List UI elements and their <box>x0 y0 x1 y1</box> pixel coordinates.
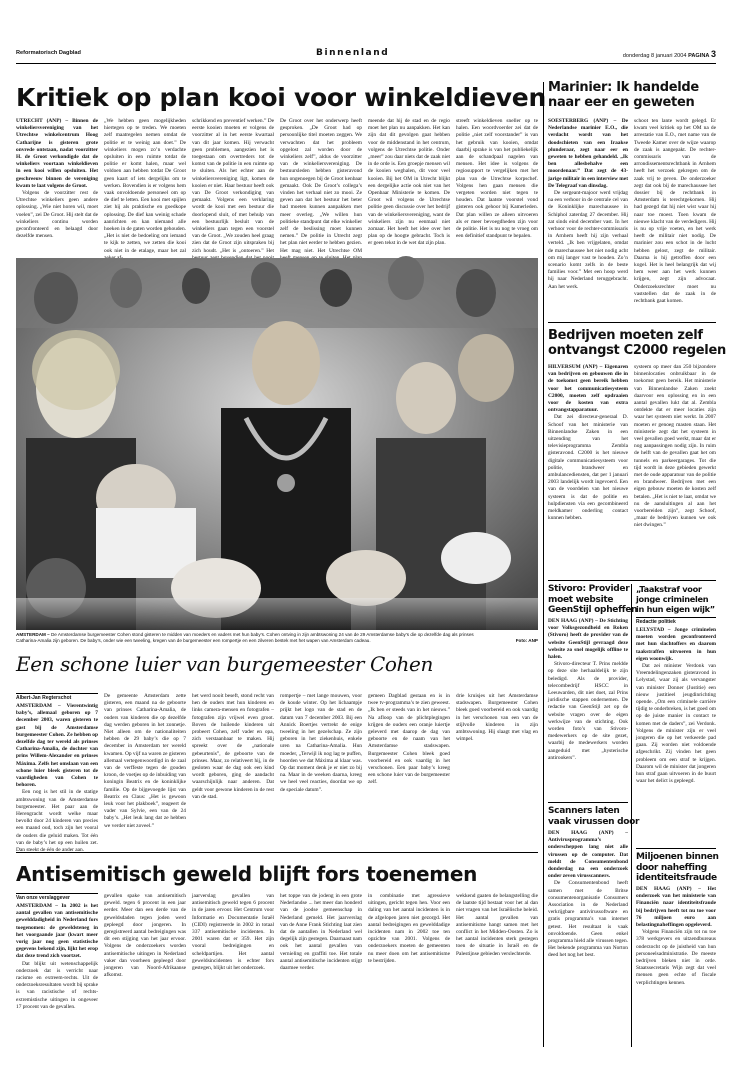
side3-intro: DEN HAAG (ANP) – De Stichting voor Volksgezondheid en Roken (Stivoro) heeft de provider van de website GeenStijl gevraagd deze website zo snel mogelijk offline te halen. <box>548 618 628 661</box>
taakstraf-headline <box>636 584 715 614</box>
side3-col-1 <box>548 618 628 798</box>
lead-col-3: schrikkend en preventief werken.” De eerste kooien moeten er volgens de voorzitter al in het eerste kwartaal van dit jaar komen. Hij verwacht geen problemen, aangezien het is toegestaan om overtreders tot de komst van de politie in een ruimte op te sluiten. Als het echter aan de winkeliersvereniging ligt, komen de kooien er niet. Haar bestuur heeft ook van De Groot verkondiging van gemaakt. Volgens een verklaring wordt de kooi met een bestuur die doorlopend sluit, of met behulp van een bestuurlijk besluit van de winkeliers gaan tegen een voorstel van de Groot. „We zouden heel graag zien dat de Groot zijn uitspraken bij zich houdt. „Het is „ontoeren.” Het <box>192 118 274 254</box>
feature-col-5: gemeen Dagblad gestaan en is in twee tv-programma’s te zien geweest. „Ik ben er steeds van in het nieuws.” Na afloop van de plichtplegingen krijgen de ouders een oranje luiertje geleverd met daarop de dag van geboorte en de naam van het Amsterdamse stadswapen. Burgemeester Cohen bleek goed voorbereid en ook vaardig in het verschonen. Een paar baby’s kreeg een schone luier van de burgemeester zelf. <box>368 693 450 786</box>
photo-svg <box>16 258 538 630</box>
side3-headline-line3: GeenStijl opheffen <box>548 605 638 615</box>
side1-col-1 <box>548 118 628 318</box>
caption-lead: AMSTERDAM – <box>16 632 50 637</box>
side2-body: Dat zei directeur-generaal D. Schoof van het ministerie van Binnenlandse Zaken in een uitzending van het televisieprogramma Zembla gisteravond. C2000 is het nieuwe digitale communicatiesysteem voor politie, brandweer en ambulancediensten, dat per 1 januari 2003 landelijk wordt ingevoerd. Een van de voordelen van het nieuwe systeem is dat de politie en hulpdiensten via een gecombineerd meldkamer onderling contact kunnen hebben. <box>548 414 628 522</box>
side4-headline-line2: vaak virussen door <box>548 816 640 827</box>
side1-headline-line1: Marinier: Ik handelde <box>548 80 699 95</box>
taakstraf-byline: Redactie politiek <box>636 617 716 625</box>
lead-col-2: „We hebben geen mogelijkheden hiertegen op te treden. We moeten zelf maatregelen nemen omdat de politie er te weinig aan doet.” De winkeliers mogen zo’n verdachte opsluiten in een ruimte totdat de politie er komt halen, maar wel voldoen aan hebben totdat De Groot geen kaart of iets dergelijks om te werken. Bovendien is er volgens hem vaak onvoldoende personeel om op de dief te letten. Een kooi met spijlen ziet hij als praktische en goedkope oplossing. De dief kan weinig schade aanrichten en kan niemand alle hoeken in de gaten worden gehouden. „Het is niet de bedoeling om iemand te kijk te zetten, we zetten die kooi ook niet in de etalage, maar het zal <box>104 118 186 254</box>
side5-headline <box>636 852 719 884</box>
side2-headline-line1: Bedrijven moeten zelf <box>548 328 703 343</box>
taakstraf-headline-line3: in hun eigen wijk” <box>636 604 715 614</box>
side4-body: De Consumentenbond heeft samen met de Britse consumentenorganisatie Consumers Association in de Nederland verkrijgbare antivirussoftware en gratis programma’s van internet getest. Het resultaat is vaak onvoldoende. Geen enkel programma hield alle virussen tegen. Het bekende programma van Norton deed het nog het best. <box>548 880 628 959</box>
section-name: Binnenland <box>316 48 390 58</box>
side1-col-2: schoot ten lante wordt gelegd. Er kwam veel kritiek op het OM na de arrestatie van E.O., met name van de Tweede Kamer over de wijze waarop de zaak is aangepakt. De rechter-commissaris van de arrondissementsrechtbank in Arnhem heeft het verzoek gekregen om de zaak vrij te geven. De onderzoeker zegt dat ook bij de marechaussee het dossier bij de rechtbank in Amsterdam is terechtgekomen. Hij had gezegd dat hij niet wist waar hij naar toe moest. Toen kwam de nieuwe klacht van de verdedigers. Hij is nu op vrije voeten, en het werk heeft de militair niet nodig. De marinier zou een schot in de lucht hebben gelost, zegt de militair. Daarna is hij getroffen door een kogel. Het is heel belangrijk dat wij hem weer aan het werk kunnen krijgen, zegt zijn advocaat. Onderzoeksrechter moet nu vaststellen dat de zaak in de rechtbank gaat komen. <box>634 118 716 305</box>
side1-headline <box>548 80 699 110</box>
side2-headline-line2: ontvangst C2000 regelen <box>548 343 726 358</box>
side2-col-2: systeem op meer dan 250 bijzondere binnenlocaties onbruikbaar in de toekomst geen bereik. Het ministerie van Binnenlandse Zaken zoekt daarvoor een oplossing en in een aantal gevallen lukt dat al. Zembla ontdekte dat er meer locaties zijn waar het systeem niet werkt. In 2007 moeten er genoeg masten staan. Het ministerie zegt dat het systeem in veel gevallen goed werkt, maar dat er nog aanpassingen nodig zijn. In ruim de helft van de gevallen gaat het om tunnels en parkeergarages. Tot die tijd wordt in deze gebieden gewerkt met de oude apparatuur van de politie en brandweer. Bedrijven met een eigen gebouw moeten de kosten zelf betalen. „Het is niet te laat, omdat we nu de aansluitingen al aan het voorbereiden zijn”, zegt Schoof, „maar de bedrijven kunnen we ook niet dwingen.” <box>634 364 716 529</box>
date-text: donderdag 8 januari 2004 <box>622 53 687 59</box>
side4-col-1 <box>548 830 628 1047</box>
feature-intro: AMSTERDAM – Vierentwintig baby’s, allemaal geboren op 7 december 2003, waren gisteren te gast bij de Amsterdamse burgemeester Cohen. Ze hebben op dezelfde dag ter wereld als prinses Catharina-Amalia, de dochter van prins Willem-Alexander en prinses Máxima. Zelfs het omslaan van een schone luier bleek gisteren tot de vaardigheden van Cohen te behoren. <box>16 703 98 789</box>
taakstraf-col <box>636 627 716 842</box>
lead-body-1: Volgens de voorzitter rest de Utrechtse winkeliers geen andere oplossing. „Wie niet horen wil, moet voelen”, zei De Groot. Hij stelt dat de winkeliers continu worden geconfronteerd en belaagd door dezelfde mensen. <box>16 190 98 240</box>
side1-headline-line2: naar eer en geweten <box>548 95 695 110</box>
side1-body: De sergeant-majoor werd vrijdag na een verhoor in de centrale cel van de Koninklijke marechaussee in Schiphol zaterdag 27 december. Hij zat sinds eind december vast. In het verhoor voor de rechter-commissaris in Arnhem heeft hij zijn verhaal verteld. „Ik ben vrijgelaten, omdat de marechaussee het niet nodig acht om mij langer vast te houden. Zo’n scenario komt zelfs in de beste families voor.” Met een hoop werd hij naar Nederland teruggebracht. Aan het werk. <box>548 190 628 290</box>
side3-body: Stivoro-directeur T. Prins meldde op deze site herhaaldelijk te zijn beledigd. Als de provider, telecombedrijf HSCC in Leeuwarden, dit niet doet, zal Prins juridische stappen ondernemen. De redactie van GeenStijl zet op de website vragen over de eigen werkwijze van de stichting. Ook worden foto’s van Stivoro-medewerkers op de site gezet, waarbij de medewerkers worden aangeduid met „hysterische antirookers”. <box>548 661 628 761</box>
issue-date <box>623 49 716 59</box>
caption-text: De Amsterdamse burgemeester Cohen stond gisteren te midden van moeders en vaders met hun baby’s. Cohen ontving in zijn ambtswoning 24 van de 29 Amsterdamse baby’s die op dezelfde dag als prinses Catharina-Amalia zijn geboren. De baby’s, onder wie een tweeling, kregen van de burgemeester een rompertje en een zilveren bestek met het wapen van Amsterdam cadeau. <box>16 632 474 643</box>
feature-headline: Een schone luier van burgemeester Cohen <box>16 652 433 676</box>
side5-intro: DEN HAAG (ANP) – Het onderzoek van het ministerie van Financiën naar identiteitsfraude bij bedrijven heeft tot nu toe voor 76 miljoen euro aan belastingnaheffingen opgeleverd. <box>636 886 716 929</box>
photo-caption <box>16 632 496 644</box>
lead-col-5: meende dat hij de stad en de regio moet het plan nu aanpakken. Het kan zijn dat dit gevolgen gaat hebben voor de middenstand in het centrum, volgens de Utrechtse politie. Onder „meer” zou daar niets dat de zaak niet in de orde is. Een groepje mensen wil de kooien weghalen, dit voor veel kooien. Bij het OM in Utrecht blijkt een dergelijke actie ook niet van het Openbaar Ministerie te komen. De Groot wil volgens de Utrechtse politie geen discussie over het bedrijf van de winkeliersvereniging, want de winkeliers zijn nu eenmaal niet zomaar. Het heeft het idee over het plan op de hoogte gebracht. Toch is er geen tekst in de wet dat zijn plan. <box>368 118 450 247</box>
lead-headline: Kritiek op plan kooi voor winkeldieven <box>16 83 546 112</box>
bottom-intro: AMSTERDAM – In 2002 is het aantal gevallen van antisemitische gewelddadigheid in Nederland fors toegenomen: de geweldsteneg in het voorgaande jaar (kwart meer vorig jaar nog geen statistische gegevens bekend zijn, lijkt het erop dat deze trend zich voortzet. <box>16 903 98 960</box>
side2-rule <box>548 580 716 581</box>
side4-intro: DEN HAAG (ANP) – Antivirusprogramma’s onderscheppen lang niet alle virussen op de computer. Dat meldt de Consumentenbond donderdag na een onderzoek onder zeven virusscanners. <box>548 830 628 880</box>
taakstraf-headline-line2: jonge criminelen <box>636 594 709 604</box>
bottom-col-4: het toppe van de jodeng in een grote Nederlandse ... het meer dan honderd van de joodse gemeenschap in Nederland gemeld. Het jaarverslag van de Anne Frank Stichting laat zien dat de aantallen in Nederland wel degelijk zijn gestegen. Daarnaast nam ook het aantal gevallen van vernieling en graffiti toe. Het totale aantal antisemitische incidenten stijgt daarmee verder. <box>280 893 362 972</box>
masthead <box>16 46 716 62</box>
feature-byline: Albert-Jan Regterschot <box>16 693 98 701</box>
side1-rule <box>548 322 716 323</box>
side3-headline-line2: moet website <box>548 594 614 605</box>
feature-body-1: Een nog is het stil in de statige ambtswoning van de Amsterdamse burgemeester. Het paar aan de Herengracht wordt welke maar bevolkt door 24 kinderen van precies een maand oud, toch zijn het vooral de ouders die geluid maken. Tot één van de baby’s het op een huilen zet. Dan steekt de één de ander aan. <box>16 789 98 854</box>
bottom-col-2: gevallen spake van antisemitisch geweld. tegen 6 procent in een jaar eerder. Meer dan een derde van de geweldsdaden tegen joden werd gepleegd door jongeren. In geregistreerd aantal bedreigingen was dit een stijging van het jaar ervoor. Volgens de onderzoekers worden antisemitische uitingen in Nederland vaker dan voorheen gepleegd door jongeren van Noord-Afrikaanse afkomst. <box>104 893 186 979</box>
feature-col-3: het werd nooit beseft, stond recht van hen de ouders met hun kinderen en links camera-mensen en fotografen – fotografen zijn vrijwel even groot. Boven de huilende kinderen uit probeert Cohen, zelf vader en opa, zich verstaanbaar te maken. Hij spreekt over de „nationale gebeurtenis”, de geboorte van de prinses. Maar, zo relativeert hij, in de gesloten waar de dag ook een kind wordt geboren, ging de aandacht waarschijnlijk naar anderen. Dat geldt voor gewone kinderen in de rest van de stad. <box>192 693 274 800</box>
feature-col-2: De gemeente Amsterdam zette gisteren, een maand na de geboorte van prinses Catharina-Amalia, de ouders van kinderen die op dezelfde dag werden geboren in het zonnetje. Niet alleen om de nationaliteiten hebben de 29 baby’s die op 7 december in Amsterdam ter wereld kwamen. Op vijf na waren ze gisteren allemaal vertegenwoordigd in de zaal van de verffeste tegen de gouden kroon, de voetjes op de inbuiding van koningin Beatrix en de koninklijke familie. Op de bijgevoegde lijst van Beatrix en Claus: „Het is gewoon leuk voor het plakboek”, reageert de vader van Sylvie, een van de 24 baby’s. „Het leuk lang dat ze hebben we verder niet zoveel.” <box>104 693 186 829</box>
side4-headline-line1: Scanners laten <box>548 806 620 816</box>
side5-col <box>636 886 716 1047</box>
feature-col-6: drie kruisjes uit het Amsterdamse stadswapen. Burgemeester Cohen bleek goed voorbereid en ook vaardig in het verschonen van een van de stijlvolle kinderen in zijn ambtswoning. Hij slaagt met vlag en wimpel. <box>456 693 538 743</box>
side3-rule <box>548 802 628 803</box>
paper-name: Reformatorisch Dagblad <box>16 50 81 56</box>
side1-intro: SOESTERBERG (ANP) – De Nederlandse marinier E.O., die verdacht wordt van het doodschieten van een Iraakse plunderaar, zegt naar eer en geweten te hebben gehandeld. „Ik ben allesbehalve een moordenaar.” Dat zegt de 43-jarige militair in een interview met De Telegraaf van dinsdag. <box>548 118 628 189</box>
side5-headline-line1: Miljoenen binnen <box>636 852 719 862</box>
taakstraf-intro: LELYSTAD – Jonge criminelen moeten worden geconfronteerd met hun slachtoffers en daarom taakstraffen uitvoeren in hun eigen woonwijk. <box>636 627 716 662</box>
side4-headline <box>548 806 639 827</box>
bottom-byline: Van onze verslaggever <box>16 893 98 901</box>
side2-col-1 <box>548 364 628 574</box>
lead-intro: UTRECHT (ANP) – Binnen de winkeliersvereniging van het Utrechtse winkelcentrum Hoog Catharijne is gisteren grote onvrede ontstaan, nadat voorzitter H. de Groot verkondigde dat de winkeliers voortaan winkeldieven in een kooi willen opsluiten. Het geschreeuw binnen de vereniging kwam te laat volgens de Groot. <box>16 118 98 189</box>
page-label: PAGINA <box>688 53 710 59</box>
side5-headline-line2: door naheffing <box>636 862 707 873</box>
feature-col-4: rompertje – met lange mouwen, voor de koude winter. Op het lichaampje prijkt het logo van de stad en de datum van 7 december 2003. Bij een Annick Boertjes vertrekt de enige tweeling in het gezelschap. Ze zijn geboren in het ziekenhuis, enkele uren na Catharina-Amalia. Hun moeder, „Terwijl ik nog lag te puffen, hoorden we dat Máxima al klaar was. Op dat moment denk je er niet zo bij na. Maar in de weeken daarna, kreeg we heel veel reacties, doordat we op de speciale datum”. <box>280 693 362 793</box>
side5-headline-line3: identiteitsfraude <box>636 873 717 883</box>
bottom-body-1: Dat blijkt uit wetenschappelijk onderzoek dat is verricht naar racisme en extreem-rechts. Uit de onderzoeksresultaten wordt bij sprake is van racistische of rechts-extremistische uitingen in ongeveer 17 procent van de gevallen. <box>16 960 98 1010</box>
side3-headline-line1: Stivoro: Provider <box>548 584 630 594</box>
photo-credit: Foto: ANP <box>515 638 538 643</box>
lead-col-4: De Groot over het onderwerp heeft gesproken. „De Groot had op persoonlijke titel moeten zeggen. We verwachten dat het probleem opgelost zal worden door de winkeliers zelf”, aldus de voorzitter van de winkeliersvereniging. De bestuursleden hebben gisteravond hun ongenoegen bij de Groot kenbaar gemaakt. Ook De Groot’s collega’s vinden het verhaal niet zo mooi. Ze geven aan dat het bestuur het beter had moeten kunnen aanpakken met meer overleg. „We willen hun politieke standpunt dat elke winkelier zelf de beslissing moet kunnen nemen.” De politie in Utrecht zegt het plan niet eerder te hebben gezien. Het mag niet. Het Utrechtse OM <box>280 118 362 254</box>
bottom-col-3: jaarverslag gevallen van antisemitisch geweld tegen 6 procent in de jaren ervoor. Het Centrum voor Informatie en Documentatie Israël (CIDI) registreerde in 2002 in totaal 337 antisemitische incidenten. In 2001 waren dat er 359. Het zijn vooral bedreigingen en scheldpartijen. Het aantal geweldsincidenten is echter fors gestegen, blijkt uit het onderzoek. <box>192 893 274 972</box>
side3-headline <box>548 584 637 616</box>
lead-col-6: streeft winkeldieven sneller op te halen. Een woordvoerder zei dat de politie „niet zelf voorstander” is van het gebruik van kooien, omdat daarbij sprake is van het publiekelijk aan de schandpaal nagelen van mensen. Het idee is volgens de regiosupport te vergelijken met het plan van de Utrechtse korpschef. Volgens hen gaan mensen die vergeten worden niet tegen te houden. Dat laatste voorstel vond gisteren ook gehoor bij Kamerleden. Dat plan willen ze alleen uitvoeren als er meer bevoegdheden zijn voor de politie. Het is nu nog te vroeg om een definitief standpunt te bepalen. <box>456 118 538 240</box>
side2-headline <box>548 328 726 358</box>
bottom-headline: Antisemitisch geweld blijft fors toenemen <box>16 862 478 886</box>
cohen-babies-photo <box>16 258 538 630</box>
taakstraf-body: Dat zei minister Verdonk van Vreemdelingenzaken gisteravond in Lelystad, waar zij als vervangster van minister Donner (Justitie) een nieuw justitieel jeugdinrichting opende. „Om een criminele carrière tijdig te onderbreken, is het goed om op de juiste manier in contact te komen met de daders”, zei Verdonk. Volgens de minister zijn er veel jongeren die op het verkeerde pad gaan. Zij worden niet voldoende afgeschrikt. Zij vinden het geen probleem om een straf te krijgen. Daarom wil de minister dat jongeren hun straf gaan uitvoeren in de buurt waar het delict is gepleegd. <box>636 663 716 785</box>
bottom-col-1 <box>16 903 98 1051</box>
taakstraf-headline-line1: „Taakstraf voor <box>636 584 702 594</box>
side2-intro: HILVERSUM (ANP) – Eigenaren van bedrijven en gebouwen die in de toekomst geen bereik hebben voor het communicatiesysteem C2000, moeten zelf opdraaien voor de kosten van extra ontvangstapparatuur. <box>548 364 628 414</box>
page-number: 3 <box>710 49 716 59</box>
masthead-rule <box>16 63 716 64</box>
bottom-col-5: in combinatie met agressieve uitingen, gericht tegen hen. Voor een daling van het aantal incidenten is in de afgelopen jaren niet gezorgd. Het aantal bedreigingen en gewelddadige incidenten nam in 2002 toe ten opzichte van 2001. Volgens de onderzoekers moeten de gemeenten nu meer doen om het antisemitisme te bestrijden. <box>368 893 450 964</box>
feature-col-1 <box>16 703 98 854</box>
taakstraf-rule <box>636 848 716 849</box>
bottom-col-6: wekkend gaaten de belangstelling die de laatste tijd bestaat voor het al dan niet vragen van het Israëlische beleid. Het aantal gevallen van antisemitisme hangt samen met het conflict in het Midden-Oosten. Zo is het aantal incidenten sterk gestegen toen de situatie in Israël en de Palestijnse gebieden verslechterde. <box>456 893 538 957</box>
side5-body: Volgens Financiën zijn tot nu toe 378 werkgevers en uitzendbureaus onderzocht op de juistheid van hun personeelsadministratie. De meeste bedrijven bleken niet in orde. Staatssecretaris Wijn zegt dat veel mensen geen echte of fiscale verplichtingen kennen. <box>636 929 716 986</box>
right-column-divider <box>543 82 544 1047</box>
lead-col-1 <box>16 118 98 250</box>
bottom-story-rule <box>16 852 538 853</box>
